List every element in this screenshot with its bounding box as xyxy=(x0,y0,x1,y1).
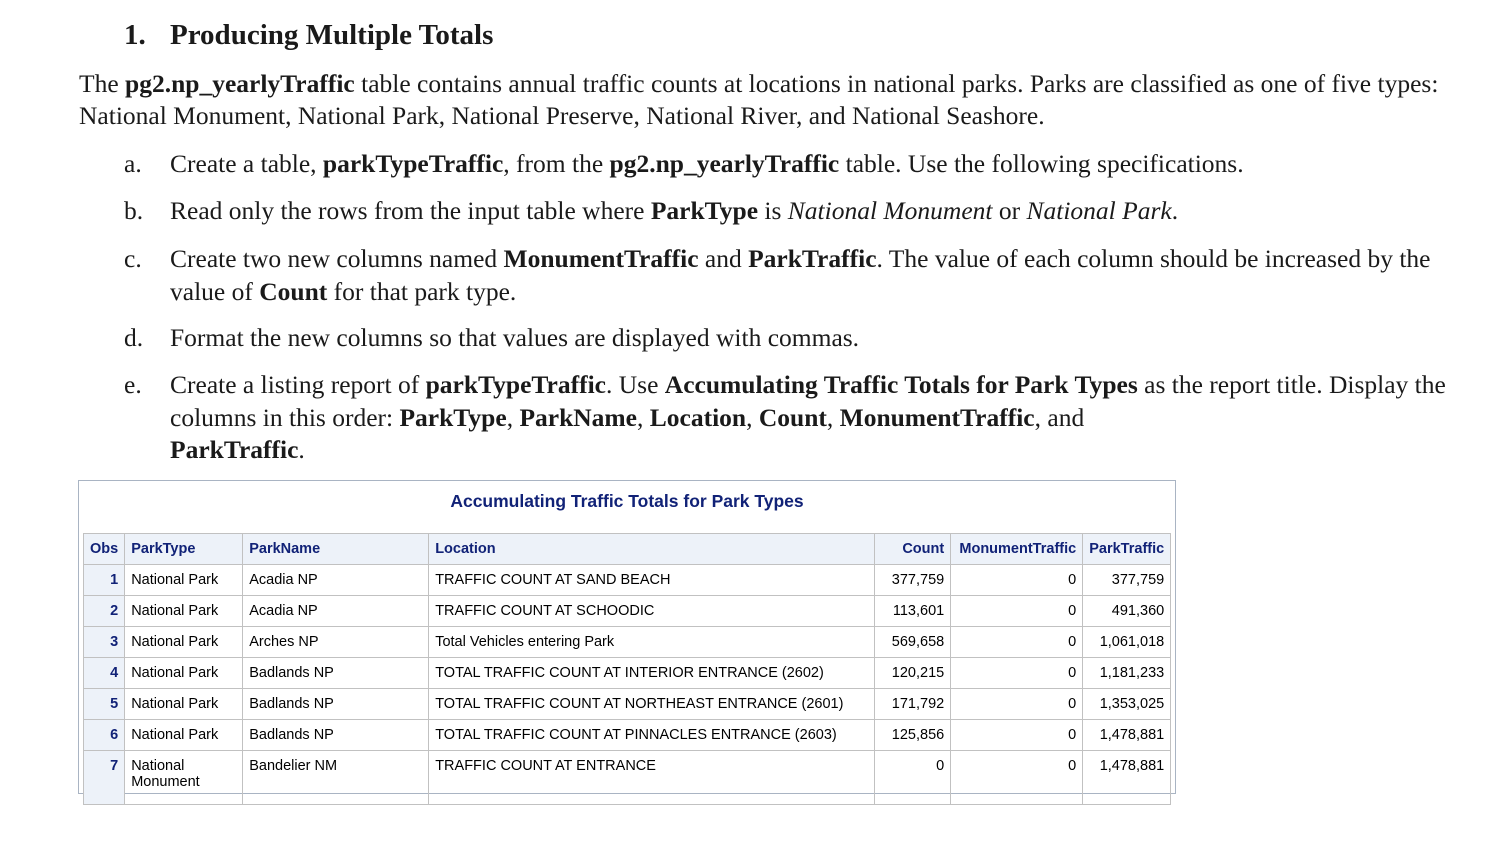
cell-parktype: National Monument xyxy=(125,751,243,805)
cell-obs: 6 xyxy=(84,720,125,751)
table-row xyxy=(84,627,1171,658)
step-a xyxy=(124,148,1454,181)
cell-monumenttraffic: 0 xyxy=(951,627,1083,658)
cell-monumenttraffic: 0 xyxy=(951,689,1083,720)
cell-parktype: National Park xyxy=(125,627,243,658)
cell-monumenttraffic: 0 xyxy=(951,658,1083,689)
step-e xyxy=(124,369,1454,467)
cell-count: 120,215 xyxy=(875,658,951,689)
cell-monumenttraffic: 0 xyxy=(951,720,1083,751)
cell-parkname: Acadia NP xyxy=(243,565,429,596)
step-c xyxy=(124,243,1454,308)
col-header-parkname: ParkName xyxy=(243,534,429,565)
step-letter: b. xyxy=(124,196,144,225)
cell-count: 0 xyxy=(875,751,951,805)
col-header-monumenttraffic: MonumentTraffic xyxy=(951,534,1083,565)
cell-location: TOTAL TRAFFIC COUNT AT PINNACLES ENTRANCE (2603) xyxy=(429,720,875,751)
table-row xyxy=(84,658,1171,689)
cell-parktype: National Park xyxy=(125,720,243,751)
report-title: Accumulating Traffic Totals for Park Types xyxy=(450,491,804,511)
cell-parktype: National Park xyxy=(125,596,243,627)
cell-monumenttraffic: 0 xyxy=(951,596,1083,627)
step-letter: a. xyxy=(124,149,142,178)
intro-table-name: pg2.np_yearlyTraffic xyxy=(125,69,355,98)
cell-obs: 5 xyxy=(84,689,125,720)
section-number: 1. xyxy=(124,19,146,51)
cell-parktraffic: 491,360 xyxy=(1083,596,1171,627)
col-header-parktype: ParkType xyxy=(125,534,243,565)
step-text: Format the new columns so that values are displayed with commas. xyxy=(170,323,860,352)
step-text: Read only the rows from the input table where ParkType is National Monument or National Park. xyxy=(170,196,1179,225)
cell-parkname: Badlands NP xyxy=(243,720,429,751)
cell-parkname: Badlands NP xyxy=(243,658,429,689)
step-text: Create two new columns named MonumentTraffic and ParkTraffic. The value of each column should be increased by the value of Count for that park type. xyxy=(170,244,1431,306)
cell-parktraffic: 1,478,881 xyxy=(1083,751,1171,805)
cell-parktraffic: 1,181,233 xyxy=(1083,658,1171,689)
table-row xyxy=(84,596,1171,627)
cell-location: TOTAL TRAFFIC COUNT AT INTERIOR ENTRANCE (2602) xyxy=(429,658,875,689)
cell-location: Total Vehicles entering Park xyxy=(429,627,875,658)
intro-paragraph xyxy=(79,68,1474,132)
cell-location: TRAFFIC COUNT AT SCHOODIC xyxy=(429,596,875,627)
step-text: Create a listing report of parkTypeTraffic. Use Accumulating Traffic Totals for Park Types as the report title. Display the columns in this order: ParkType, ParkName, Location, Count, MonumentTraffic, and ParkTraffic. xyxy=(170,370,1446,464)
cell-location: TOTAL TRAFFIC COUNT AT NORTHEAST ENTRANCE (2601) xyxy=(429,689,875,720)
col-header-location: Location xyxy=(429,534,875,565)
table-row xyxy=(84,720,1171,751)
intro-text: The xyxy=(79,69,126,98)
cell-parktraffic: 1,061,018 xyxy=(1083,627,1171,658)
intro-text: table contains annual traffic counts at locations in national parks. Parks are classified as one of five types: National Monument, National Park, National Preserve, National River, and National Seashore. xyxy=(79,69,1439,130)
cell-count: 171,792 xyxy=(875,689,951,720)
cell-location: TRAFFIC COUNT AT SAND BEACH xyxy=(429,565,875,596)
cell-obs: 3 xyxy=(84,627,125,658)
step-letter: d. xyxy=(124,323,144,352)
step-d xyxy=(124,322,1454,355)
cell-count: 569,658 xyxy=(875,627,951,658)
cell-location: TRAFFIC COUNT AT ENTRANCE xyxy=(429,751,875,805)
cell-parktraffic: 1,353,025 xyxy=(1083,689,1171,720)
header-row xyxy=(84,534,1171,565)
cell-parktype: National Park xyxy=(125,658,243,689)
cell-count: 113,601 xyxy=(875,596,951,627)
cell-obs: 2 xyxy=(84,596,125,627)
report-table xyxy=(83,533,1171,805)
cell-parktype: National Park xyxy=(125,565,243,596)
cell-count: 377,759 xyxy=(875,565,951,596)
cell-obs: 1 xyxy=(84,565,125,596)
cell-parkname: Acadia NP xyxy=(243,596,429,627)
section-heading xyxy=(124,16,493,54)
table-row xyxy=(84,751,1171,805)
step-text: Create a table, parkTypeTraffic, from the pg2.np_yearlyTraffic table. Use the following specifications. xyxy=(170,149,1244,178)
table-row xyxy=(84,565,1171,596)
cell-parktraffic: 377,759 xyxy=(1083,565,1171,596)
cell-parkname: Badlands NP xyxy=(243,689,429,720)
step-letter: e. xyxy=(124,370,142,399)
col-header-count: Count xyxy=(875,534,951,565)
listing-report xyxy=(78,480,1176,794)
cell-monumenttraffic: 0 xyxy=(951,565,1083,596)
cell-count: 125,856 xyxy=(875,720,951,751)
cell-parktype: National Park xyxy=(125,689,243,720)
cell-monumenttraffic: 0 xyxy=(951,751,1083,805)
cell-parkname: Bandelier NM xyxy=(243,751,429,805)
cell-parkname: Arches NP xyxy=(243,627,429,658)
col-header-obs: Obs xyxy=(84,534,125,565)
col-header-parktraffic: ParkTraffic xyxy=(1083,534,1171,565)
step-b xyxy=(124,195,1454,228)
cell-parktraffic: 1,478,881 xyxy=(1083,720,1171,751)
section-title: Producing Multiple Totals xyxy=(170,19,494,51)
step-letter: c. xyxy=(124,244,142,273)
cell-obs: 7 xyxy=(84,751,125,805)
table-row xyxy=(84,689,1171,720)
cell-obs: 4 xyxy=(84,658,125,689)
